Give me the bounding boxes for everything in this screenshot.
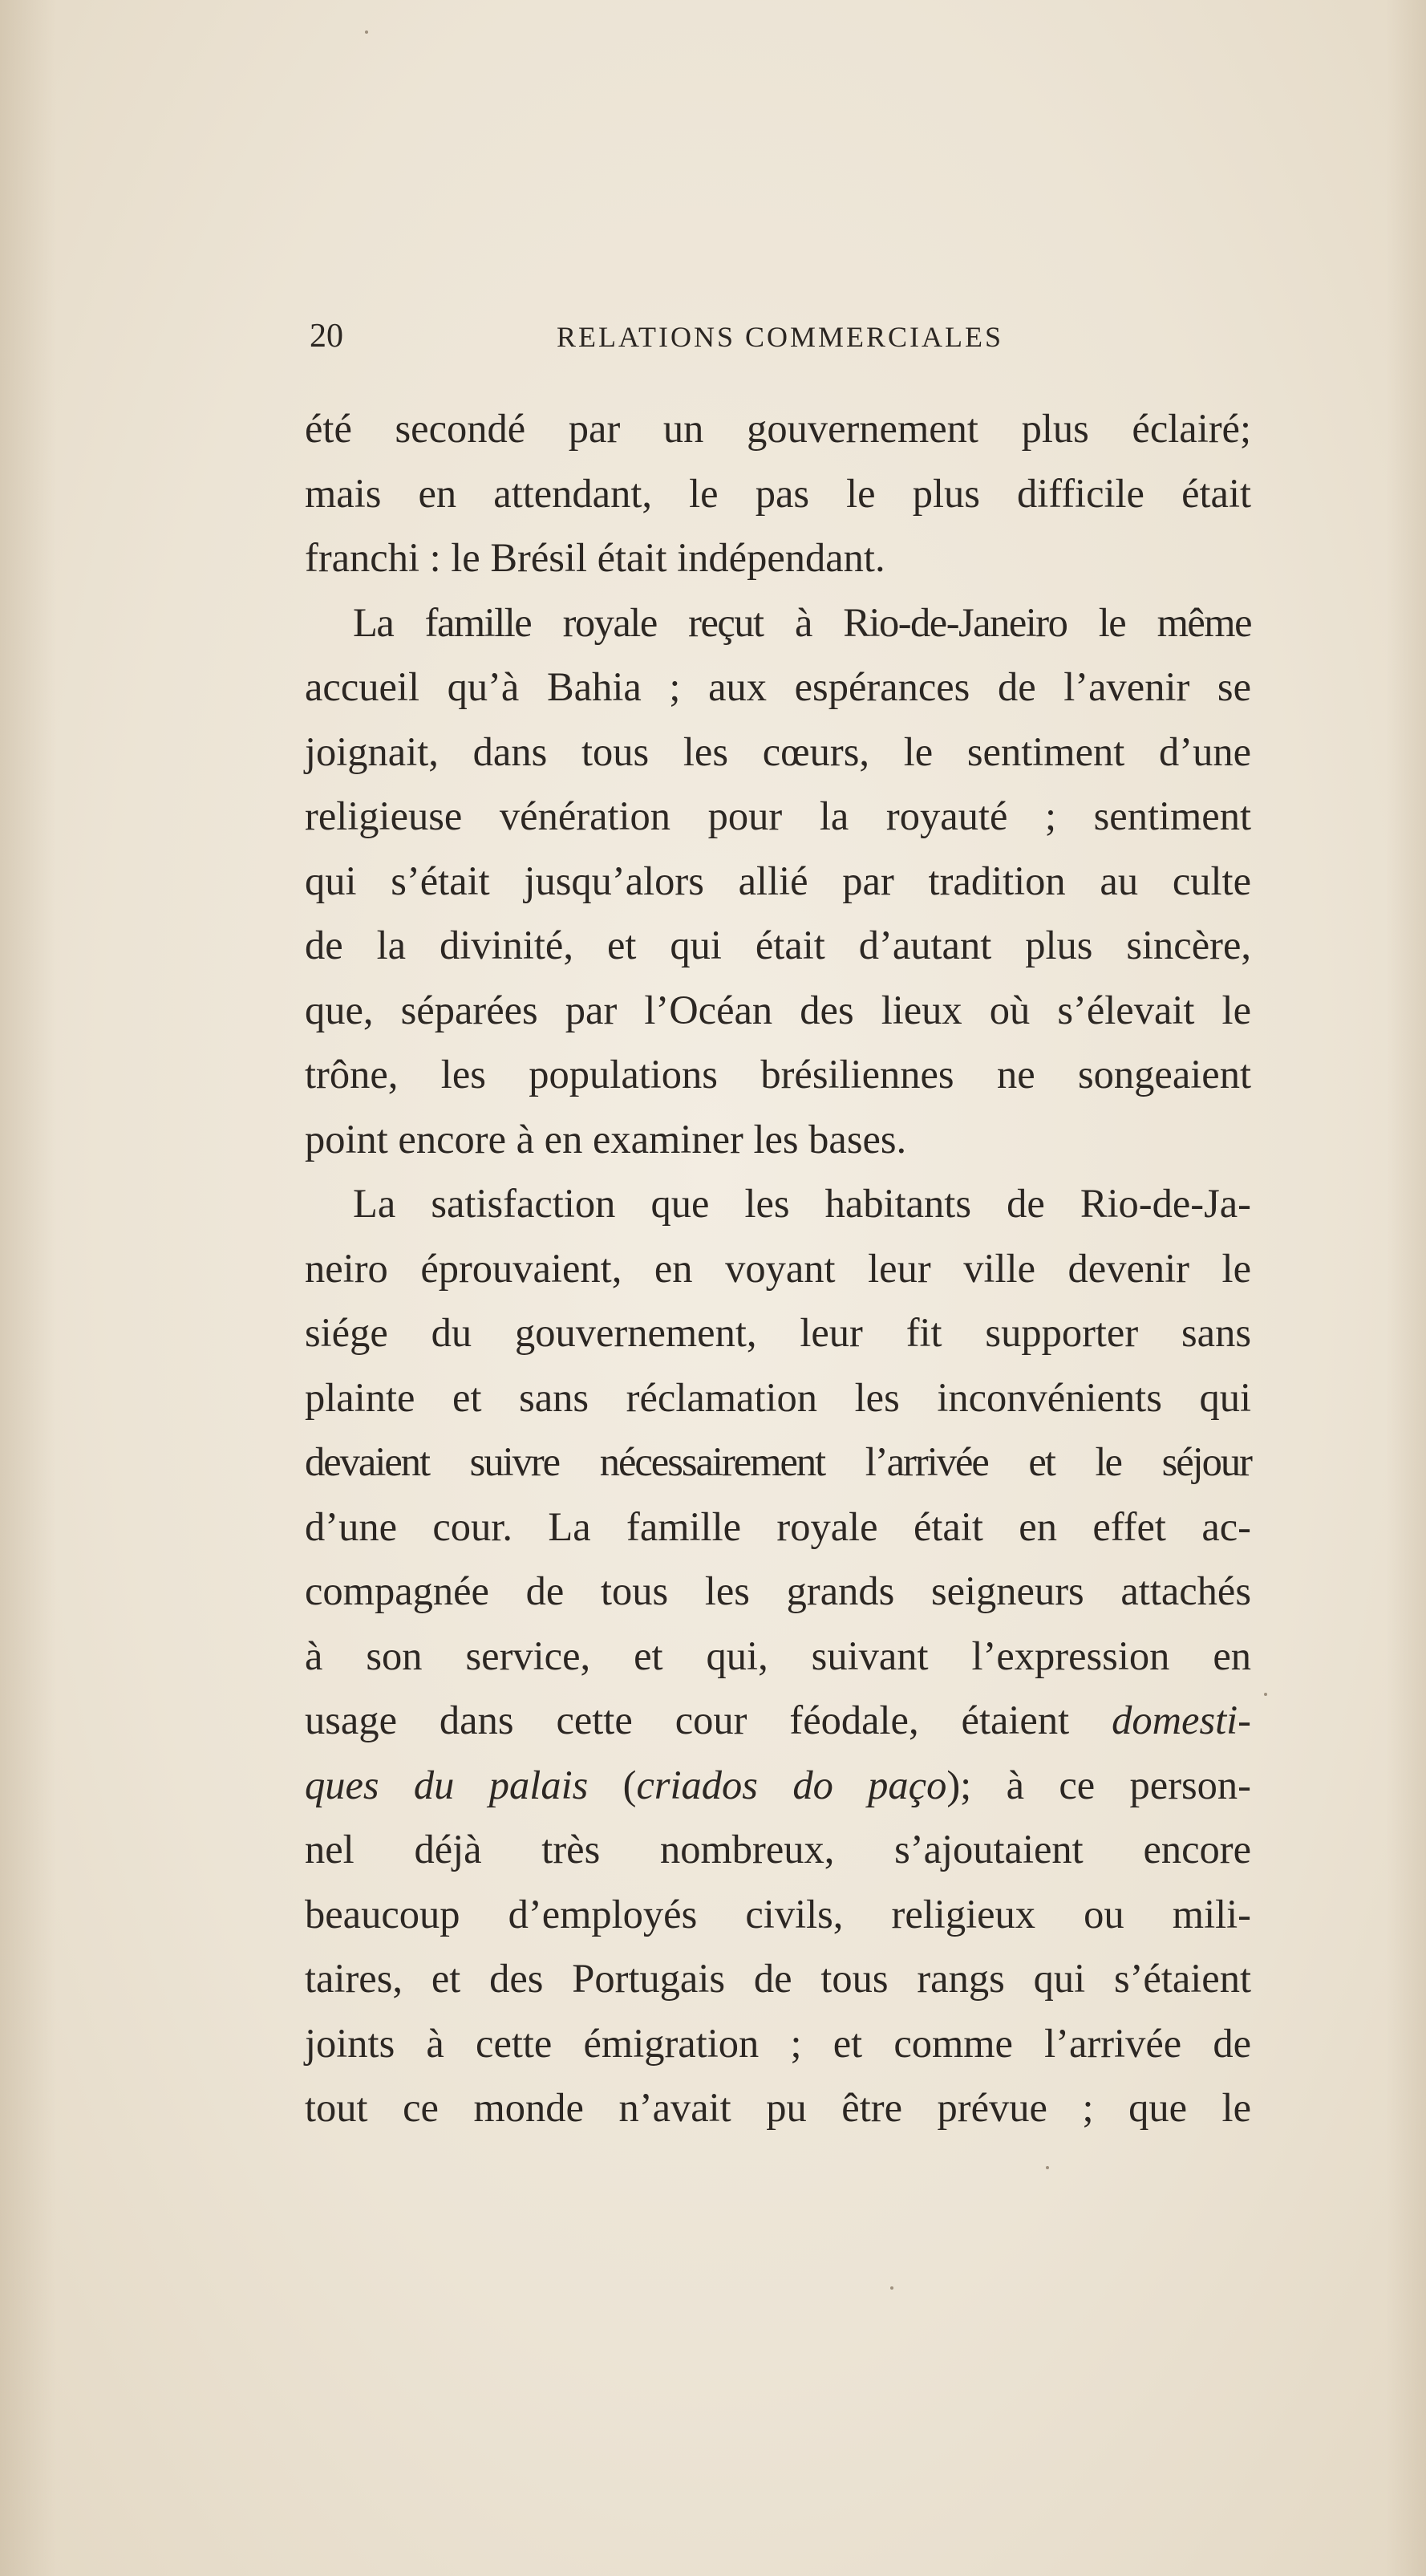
page-header: [310, 317, 1256, 365]
page-left-shadow: [0, 0, 56, 2576]
italic-run: ques du palais: [305, 1762, 589, 1807]
text-run: usage dans cette cour féodale, étaient: [305, 1698, 1112, 1742]
page-number: 20: [310, 318, 343, 355]
text-line: siége du gouvernement, leur fit supporter sans: [305, 1310, 1251, 1355]
text-line: tout ce monde n’avait pu être prévue ; que le: [305, 2085, 1251, 2130]
text-line: compagnée de tous les grands seigneurs attachés: [305, 1568, 1251, 1613]
text-line: d’une cour. La famille royale était en effet ac-: [305, 1503, 1251, 1549]
text-line: franchi : le Brésil était indépendant.: [305, 535, 885, 580]
text-line: de la divinité, et qui était d’autant plus sincère,: [305, 923, 1251, 968]
text-line: accueil qu’à Bahia ; aux espérances de l’avenir se: [305, 664, 1251, 709]
page-right-shadow: [1386, 0, 1426, 2576]
paper-speck: [1264, 1693, 1267, 1696]
paper-speck: [890, 2286, 893, 2290]
text-line: qui s’était jusqu’alors allié par tradition au culte: [305, 858, 1251, 903]
text-line: point encore à en examiner les bases.: [305, 1116, 907, 1162]
text-line: beaucoup d’employés civils, religieux ou mili-: [305, 1891, 1251, 1937]
text-line: à son service, et qui, suivant l’expression en: [305, 1633, 1251, 1678]
text-line: que, séparées par l’Océan des lieux où s’élevait le: [305, 987, 1251, 1032]
text-line: été secondé par un gouvernement plus éclairé;: [305, 406, 1251, 451]
text-line: [305, 1688, 1251, 1753]
italic-run: criados do paço: [636, 1762, 947, 1807]
text-line: joignait, dans tous les cœurs, le sentiment d’une: [305, 728, 1251, 774]
italic-run: domesti-: [1112, 1698, 1251, 1742]
text-line: taires, et des Portugais de tous rangs qui s’étaient: [305, 1956, 1251, 2001]
paper-speck: [365, 30, 368, 34]
text-line: neiro éprouvaient, en voyant leur ville devenir le: [305, 1245, 1251, 1291]
text-line: plainte et sans réclamation les inconvénients qui: [305, 1374, 1251, 1420]
text-run: (: [588, 1762, 637, 1807]
paragraph-start-line: La famille royale reçut à Rio-de-Janeiro le même: [353, 599, 1251, 645]
text-line: trône, les populations brésiliennes ne songeaient: [305, 1052, 1251, 1097]
paper-speck: [1046, 2166, 1049, 2169]
running-title: RELATIONS COMMERCIALES: [557, 321, 1004, 353]
text-line: religieuse vénération pour la royauté ; sentiment: [305, 793, 1251, 838]
text-line: mais en attendant, le pas le plus difficile était: [305, 470, 1251, 516]
text-line: devaient suivre nécessairement l’arrivée et le séjour: [305, 1439, 1251, 1484]
body-text: [305, 396, 1251, 2140]
text-line: joints à cette émigration ; et comme l’arrivée de: [305, 2020, 1251, 2066]
text-line: [305, 1753, 1251, 1818]
text-run: ); à ce person-: [946, 1762, 1251, 1807]
paragraph-start-line: La satisfaction que les habitants de Rio-de-Ja-: [353, 1181, 1251, 1226]
text-line: nel déjà très nombreux, s’ajoutaient encore: [305, 1827, 1251, 1872]
